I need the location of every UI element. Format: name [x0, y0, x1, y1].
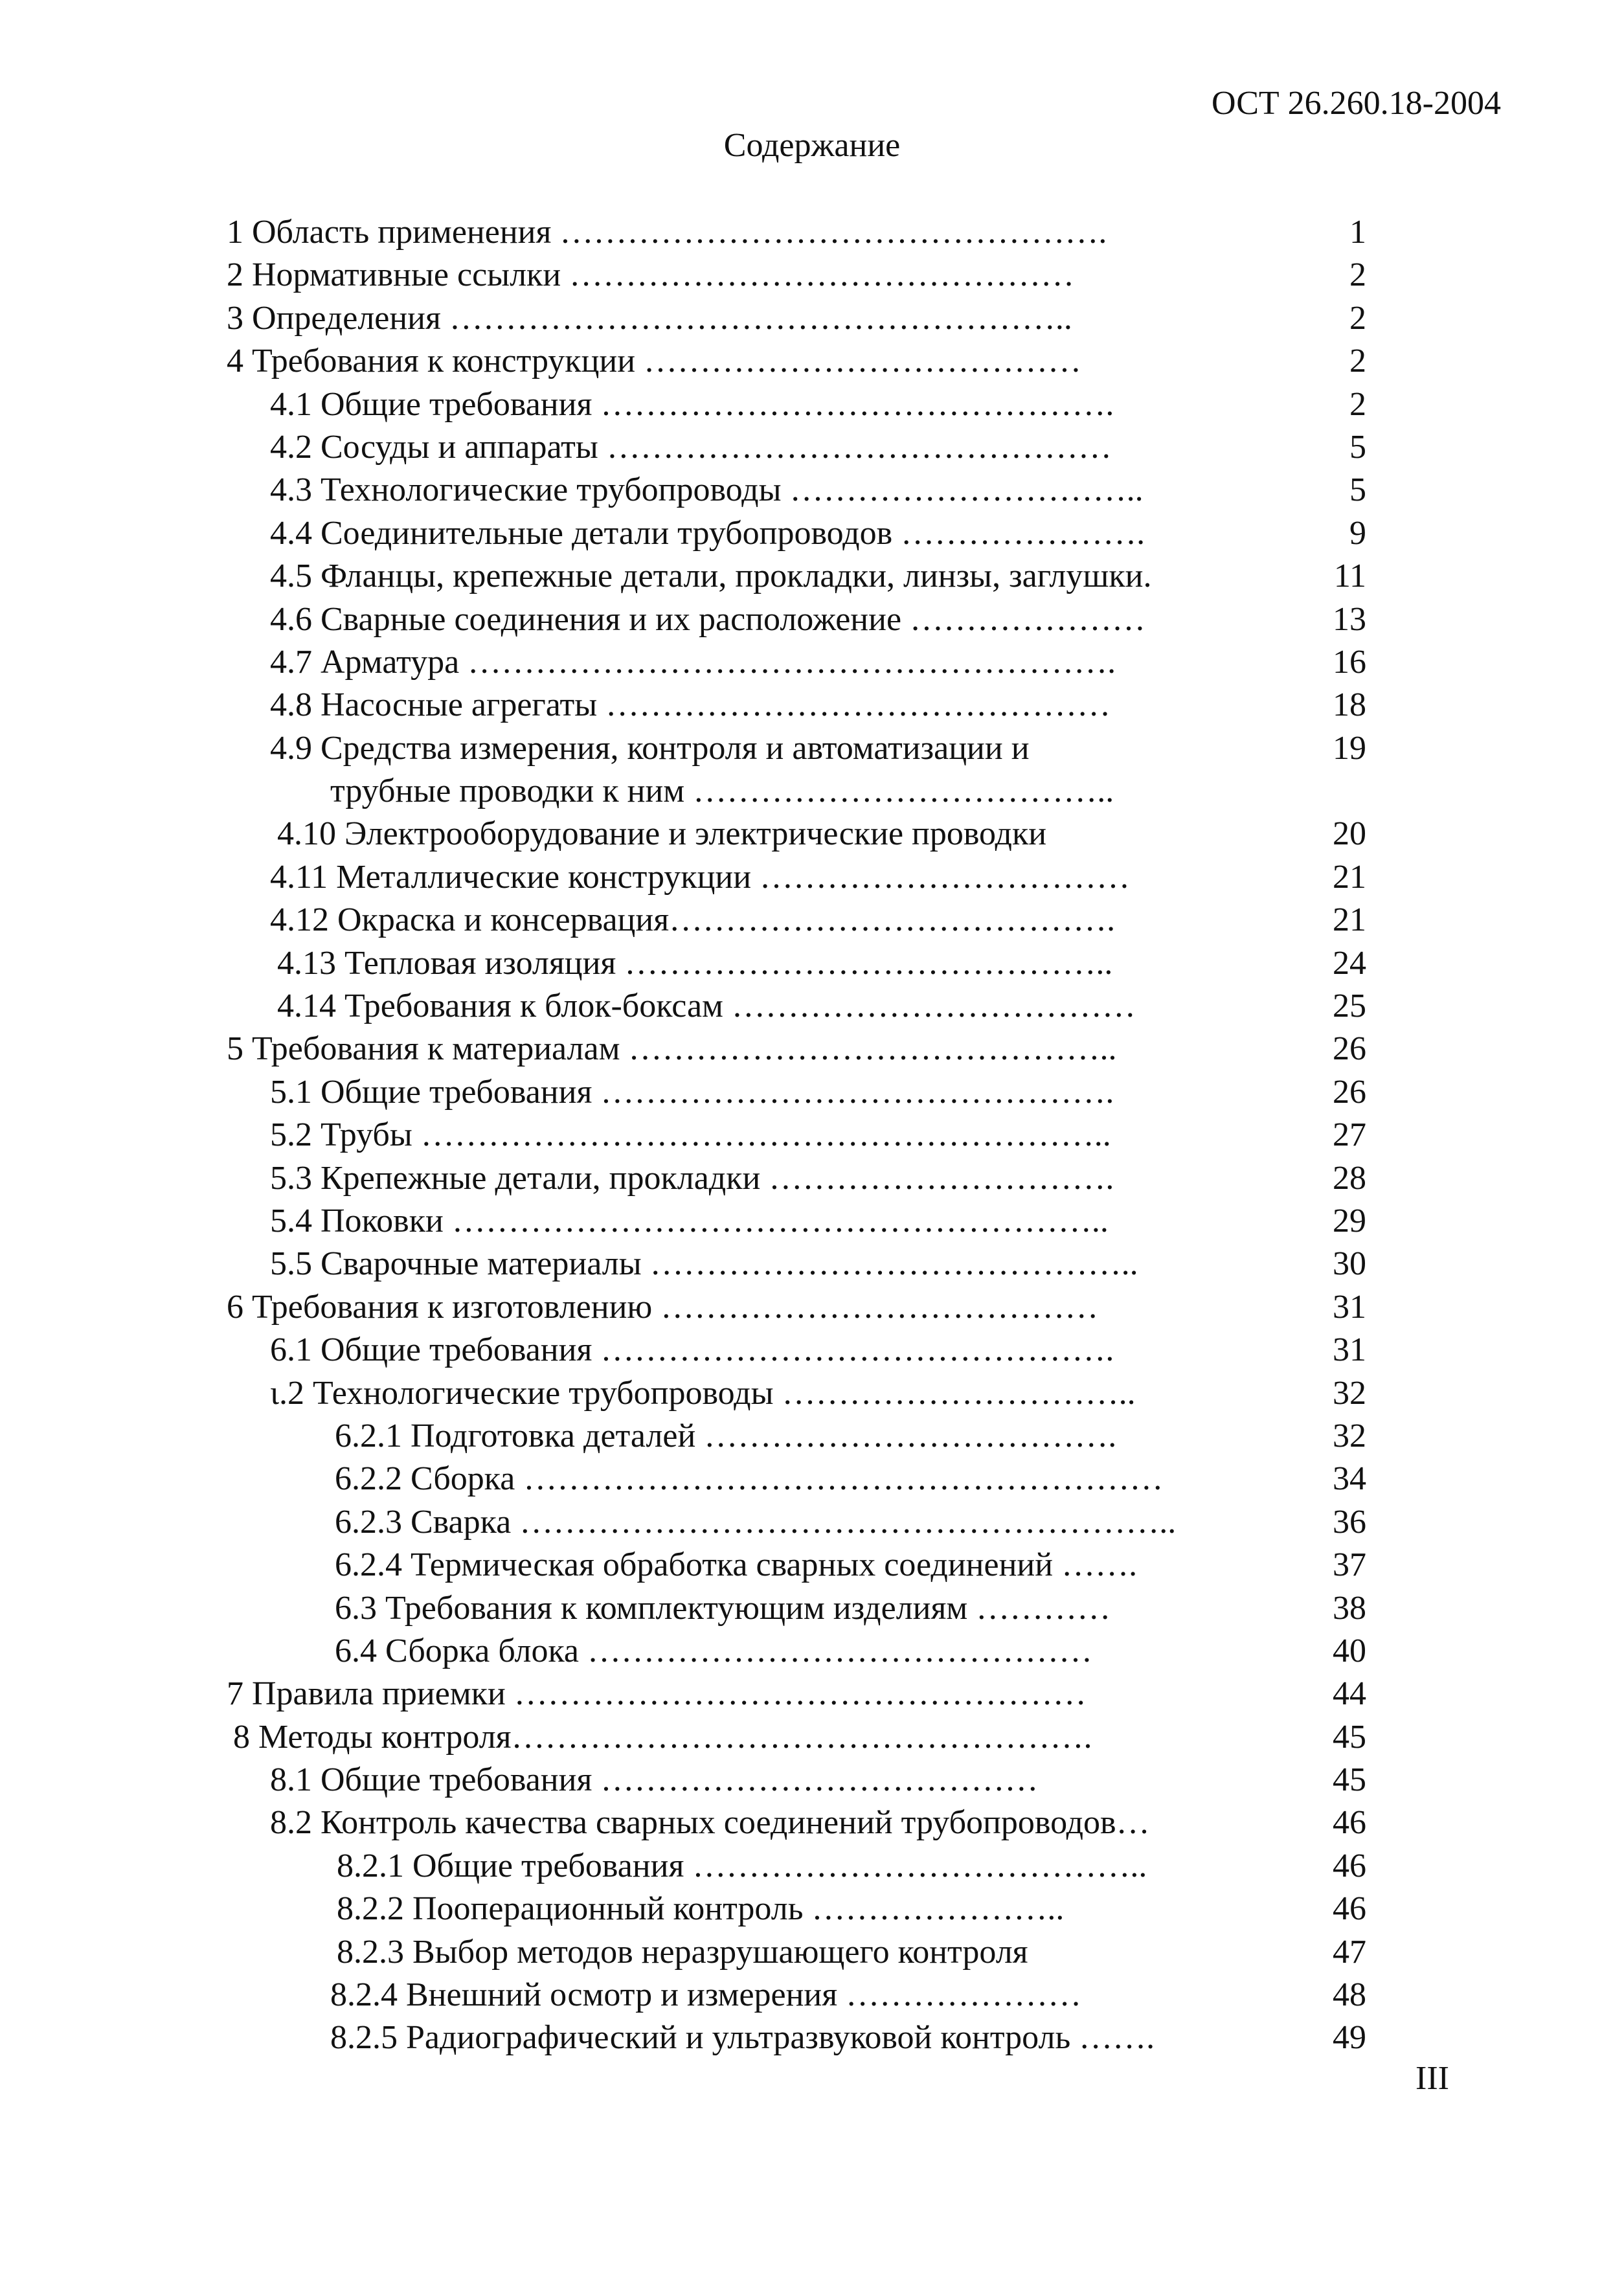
toc-entry: 3 Определения ……………………………………………….. [227, 299, 1072, 337]
toc-page: 34 [1333, 1460, 1366, 1498]
toc-page: 46 [1333, 1847, 1366, 1884]
toc-entry: 2 Нормативные ссылки ……………………………………… [227, 256, 1075, 294]
toc-page: 2 [1349, 343, 1366, 380]
toc-entry: 7 Правила приемки …………………………………………… [227, 1675, 1087, 1713]
toc-page: 29 [1333, 1202, 1366, 1239]
toc-page: 38 [1333, 1589, 1366, 1627]
toc-entry: 4.1 Общие требования ………………………………………. [270, 385, 1114, 423]
toc-page: 11 [1333, 558, 1366, 595]
toc-entry: 4.11 Металлические конструкции …………………………… [270, 858, 1131, 896]
toc-row [0, 1587, 1624, 1630]
toc-entry: 5.1 Общие требования ………………………………………. [270, 1073, 1114, 1111]
toc-entry: ɩ.2 Технологические трубопроводы ………………………….. [270, 1374, 1136, 1412]
toc-row [0, 942, 1624, 985]
toc-entry: 8.2.2 Пооперационный контроль ………………….. [337, 1890, 1065, 1928]
toc-page: 32 [1333, 1374, 1366, 1412]
toc-page: 46 [1333, 1804, 1366, 1842]
toc-page: 40 [1333, 1632, 1366, 1669]
toc-row [0, 512, 1624, 555]
toc-row [0, 770, 1624, 813]
toc-row [0, 340, 1624, 383]
toc-entry: 6.3 Требования к комплектующим изделиям ………… [335, 1589, 1111, 1627]
toc-row [0, 1372, 1624, 1415]
toc-page: 44 [1333, 1675, 1366, 1713]
toc-row [0, 1157, 1624, 1200]
toc-page: 47 [1333, 1933, 1366, 1971]
page-title: Содержание [723, 127, 901, 164]
toc-row [0, 1716, 1624, 1759]
toc-row [0, 1630, 1624, 1673]
toc-entry: 8.2.4 Внешний осмотр и измерения ………………… [330, 1976, 1082, 2014]
toc-page: 26 [1333, 1030, 1366, 1068]
toc-row [0, 813, 1624, 855]
toc-entry: 4 Требования к конструкции ………………………………… [227, 343, 1082, 380]
toc-row [0, 1286, 1624, 1329]
toc-page: 13 [1333, 600, 1366, 638]
toc-page: 19 [1333, 729, 1366, 767]
toc-entry: 6.2.2 Сборка ………………………………………………… [335, 1460, 1164, 1498]
toc-row [0, 598, 1624, 641]
toc-row [0, 899, 1624, 942]
toc-page: 37 [1333, 1546, 1366, 1584]
toc-row [0, 1544, 1624, 1587]
toc-entry: 4.7 Арматура …………………………………………………. [270, 643, 1116, 681]
toc-page: 18 [1333, 686, 1366, 724]
toc-entry: 6.4 Сборка блока ……………………………………… [335, 1632, 1092, 1669]
toc-row [0, 211, 1624, 254]
toc-entry: 4.8 Насосные агрегаты ……………………………………… [270, 686, 1111, 724]
toc-row [0, 1759, 1624, 1802]
toc-page: 31 [1333, 1331, 1366, 1369]
toc-page: 21 [1333, 901, 1366, 939]
toc-page: 2 [1349, 299, 1366, 337]
toc-page: 21 [1333, 858, 1366, 896]
toc-row [0, 856, 1624, 899]
toc-row [0, 1329, 1624, 1372]
toc-row [0, 1114, 1624, 1157]
toc-entry: 4.13 Тепловая изоляция …………………………………….. [277, 944, 1113, 982]
toc-entry: 1 Область применения …………………………………………. [227, 214, 1107, 251]
toc-entry: 4.9 Средства измерения, контроля и автоматизации и [270, 729, 1030, 767]
toc-entry: 4.6 Сварные соединения и их расположение ………………… [270, 600, 1146, 638]
toc-entry: 4.2 Сосуды и аппараты ……………………………………… [270, 428, 1112, 466]
toc-entry: 6 Требования к изготовлению ………………………………… [227, 1288, 1099, 1326]
toc-page: 45 [1333, 1761, 1366, 1799]
toc-page: 36 [1333, 1503, 1366, 1541]
toc-row [0, 1888, 1624, 1930]
toc-row [0, 1458, 1624, 1500]
toc-page: 1 [1349, 214, 1366, 251]
toc-entry: 8 Методы контроля……………………………………………. [233, 1718, 1092, 1756]
toc-row [0, 555, 1624, 598]
toc-page: 28 [1333, 1159, 1366, 1197]
toc-row [0, 2017, 1624, 2059]
toc-row [0, 254, 1624, 297]
toc-row [0, 985, 1624, 1028]
toc-row [0, 641, 1624, 684]
toc-row [0, 1931, 1624, 1974]
toc-entry: 6.1 Общие требования ………………………………………. [270, 1331, 1114, 1369]
toc-entry: 4.12 Окраска и консервация…………………………………. [270, 901, 1116, 939]
toc-page: 27 [1333, 1116, 1366, 1154]
toc-entry: 5.2 Трубы …………………………………………………….. [270, 1116, 1111, 1154]
toc-row [0, 1243, 1624, 1285]
toc-entry: 8.2.3 Выбор методов неразрушающего контроля [337, 1933, 1028, 1971]
toc-page: 32 [1333, 1417, 1366, 1454]
toc-page: 2 [1349, 256, 1366, 294]
toc-page: 9 [1349, 514, 1366, 552]
toc-entry: 4.5 Фланцы, крепежные детали, прокладки, линзы, заглушки. [270, 558, 1152, 595]
toc-page: 48 [1333, 1976, 1366, 2014]
toc-entry: 4.14 Требования к блок-боксам ……………………………… [277, 988, 1136, 1025]
toc-row [0, 426, 1624, 469]
toc-page: 31 [1333, 1288, 1366, 1326]
toc-page: 2 [1349, 385, 1366, 423]
toc-row [0, 1415, 1624, 1458]
toc-row [0, 1673, 1624, 1715]
page-number: III [1415, 2060, 1449, 2097]
toc-entry: 5.4 Поковки ………………………………………………….. [270, 1202, 1109, 1239]
toc-entry: 6.2.3 Сварка ………………………………………………….. [335, 1503, 1177, 1541]
toc-row [0, 684, 1624, 727]
toc-entry: 8.2.1 Общие требования ………………………………….. [337, 1847, 1147, 1884]
toc-entry: 6.2.1 Подготовка деталей ………………………………. [335, 1417, 1117, 1454]
toc-row [0, 1974, 1624, 2017]
toc-entry: 8.2 Контроль качества сварных соединений трубопроводов… [270, 1804, 1150, 1842]
toc-entry: 4.3 Технологические трубопроводы ………………………….. [270, 471, 1144, 509]
toc-entry: 5 Требования к материалам …………………………………….. [227, 1030, 1117, 1068]
toc-row [0, 297, 1624, 340]
toc-row [0, 1501, 1624, 1544]
toc-page: 30 [1333, 1245, 1366, 1283]
table-of-contents [0, 211, 1624, 2060]
toc-page: 26 [1333, 1073, 1366, 1111]
toc-entry: трубные проводки к ним ……………………………….. [330, 773, 1114, 810]
toc-entry: 4.10 Электрооборудование и электрические проводки [277, 815, 1047, 853]
toc-page: 5 [1349, 471, 1366, 509]
toc-entry: 4.4 Соединительные детали трубопроводов …………………. [270, 514, 1145, 552]
toc-row [0, 1845, 1624, 1888]
toc-row [0, 727, 1624, 770]
toc-page: 25 [1333, 988, 1366, 1025]
toc-row [0, 1200, 1624, 1243]
toc-entry: 5.3 Крепежные детали, прокладки …………………………. [270, 1159, 1114, 1197]
toc-entry: 8.1 Общие требования ………………………………… [270, 1761, 1039, 1799]
toc-page: 45 [1333, 1718, 1366, 1756]
toc-row [0, 1802, 1624, 1844]
toc-row [0, 1028, 1624, 1070]
toc-entry: 8.2.5 Радиографический и ультразвуковой контроль ……. [330, 2019, 1155, 2057]
toc-page: 49 [1333, 2019, 1366, 2057]
toc-row [0, 1071, 1624, 1114]
toc-entry: 5.5 Сварочные материалы …………………………………….. [270, 1245, 1138, 1283]
toc-page: 16 [1333, 643, 1366, 681]
toc-entry: 6.2.4 Термическая обработка сварных соединений ……. [335, 1546, 1138, 1584]
document-code: ОСТ 26.260.18-2004 [1212, 85, 1501, 122]
toc-page: 20 [1333, 815, 1366, 853]
toc-row [0, 383, 1624, 426]
toc-page: 24 [1333, 944, 1366, 982]
toc-page: 5 [1349, 428, 1366, 466]
toc-page: 46 [1333, 1890, 1366, 1928]
toc-row [0, 469, 1624, 512]
